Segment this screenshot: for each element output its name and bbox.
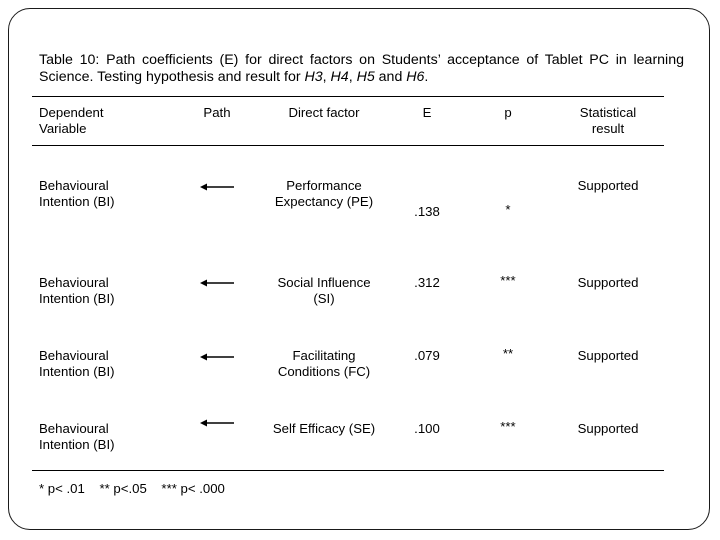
p-value-cell: ** xyxy=(502,346,514,361)
left-arrow-icon xyxy=(200,278,234,288)
table-bottom-rule xyxy=(32,470,664,471)
direct-factor-cell: Performance Expectancy (PE) xyxy=(274,178,374,209)
table-caption: Table 10: Path coefficients (E) for direct factors on Students’ acceptance of Tablet PC in learning Science. Testing hypothesis and result for H3, H4, H5 and H6. xyxy=(39,52,684,85)
header-bottom-rule xyxy=(32,145,664,146)
statistical-result-cell: Supported xyxy=(577,178,639,193)
e-value-cell: .100 xyxy=(414,421,440,436)
p-value-cell: * xyxy=(505,202,511,217)
dependent-variable-cell: Behavioural Intention (BI) xyxy=(39,178,115,209)
p-value-cell: *** xyxy=(500,419,516,434)
dependent-variable-cell: Behavioural Intention (BI) xyxy=(39,421,115,452)
header-p: p xyxy=(504,105,512,120)
header-statistical-result: Statistical result xyxy=(579,105,637,136)
e-value-cell: .312 xyxy=(414,275,440,290)
p-value-cell: *** xyxy=(500,273,516,288)
direct-factor-cell: Facilitating Conditions (FC) xyxy=(277,348,371,379)
header-dependent-variable: Dependent Variable xyxy=(39,105,104,136)
significance-footnote: * p< .01 ** p<.05 *** p< .000 xyxy=(39,481,225,496)
direct-factor-cell: Social Influence (SI) xyxy=(277,275,371,306)
statistical-result-cell: Supported xyxy=(577,421,639,436)
direct-factor-cell: Self Efficacy (SE) xyxy=(272,421,376,436)
left-arrow-icon xyxy=(200,352,234,362)
statistical-result-cell: Supported xyxy=(577,348,639,363)
left-arrow-icon xyxy=(200,182,234,192)
header-direct-factor: Direct factor xyxy=(288,105,360,120)
dependent-variable-cell: Behavioural Intention (BI) xyxy=(39,348,115,379)
e-value-cell: .079 xyxy=(414,348,440,363)
left-arrow-icon xyxy=(200,418,234,428)
statistical-result-cell: Supported xyxy=(577,275,639,290)
header-path: Path xyxy=(203,105,231,120)
dependent-variable-cell: Behavioural Intention (BI) xyxy=(39,275,115,306)
table-top-rule xyxy=(32,96,664,97)
e-value-cell: .138 xyxy=(414,204,440,219)
header-e: E xyxy=(422,105,432,120)
